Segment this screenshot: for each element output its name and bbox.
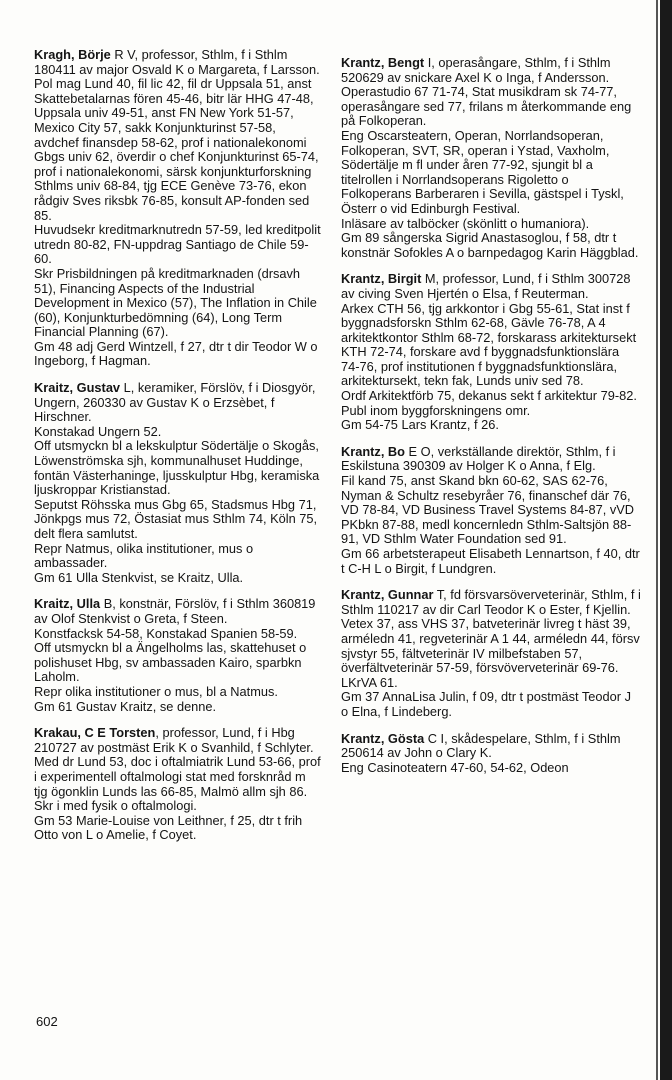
entry-name: Krantz, Birgit: [341, 271, 422, 287]
entry-name: Krantz, Gösta: [341, 730, 425, 746]
entry-paragraph: LKrVA 61.: [341, 674, 398, 690]
right-column: [341, 56, 641, 787]
biography-entry: [341, 56, 641, 260]
entry-header: [34, 48, 322, 77]
entry-intro: M, professor, Lund, f i Sthlm 300728 av civing Sven Hjertén o Elsa, f Reuterman.: [341, 271, 631, 301]
biography-entry: [341, 445, 641, 576]
entry-paragraph: Seputst Röhsska mus Gbg 65, Stadsmus Hbg 71, Jönkpgs mus 72, Östasiat mus Sthlm 74, Köln 75, delt flera samlutst.: [34, 496, 318, 541]
entry-paragraph: Ordf Arkitektförb 75, dekanus sekt f arkitektur 79-82.: [341, 388, 637, 404]
entry-name: Krantz, Bengt: [341, 55, 425, 70]
entry-name: Kraitz, Gustav: [34, 380, 121, 396]
entry-paragraph: Repr Natmus, olika institutioner, mus o ambassader.: [34, 540, 254, 571]
entry-paragraph: Gm 37 AnnaLisa Julin, f 09, dtr t postmäst Teodor J o Elna, f Lindeberg.: [341, 689, 631, 719]
entry-paragraph: Skr i med fysik o oftalmologi.: [34, 798, 197, 814]
entry-paragraph: Gm 61 Gustav Kraitz, se denne.: [34, 698, 217, 714]
left-column: [34, 48, 322, 855]
entry-paragraph: Konstakad Ungern 52.: [34, 423, 162, 439]
entry-intro: L, keramiker, Förslöv, f i Diosgyör, Ungern, 260330 av Gustav K o Erzsèbet, f Hirschner.: [34, 380, 316, 425]
entry-paragraph: Gm 48 adj Gerd Wintzell, f 27, dtr t dir Teodor W o Ingeborg, f Hagman.: [34, 338, 318, 369]
biography-entry: [341, 732, 641, 776]
entry-paragraph: Gm 53 Marie-Louise von Leithner, f 25, dtr t frih Otto von L o Amelie, f Coyet.: [34, 812, 303, 843]
entry-paragraph: Gm 66 arbetsterapeut Elisabeth Lennartson, f 40, dtr t C-H L o Birgit, f Lundgren.: [341, 546, 640, 576]
entry-header: [34, 381, 322, 425]
entry-header: [341, 272, 641, 301]
entry-paragraph: Off utsmyckn bl a Ängelholms las, skattehuset o polishuset Hbg, sv ambassaden Kairo, sparbkn Laholm.: [34, 640, 307, 685]
biography-entry: [34, 381, 322, 585]
entry-paragraph: Operastudio 67 71-74, Stat musikdram sk 74-77, operasångare sed 77, frilans m återkommande eng på Folkoperan.: [341, 84, 632, 129]
entry-paragraph: Gm 54-75 Lars Krantz, f 26.: [341, 417, 499, 433]
entry-paragraph: Pol mag Lund 40, fil lic 42, fil dr Uppsala 51, anst Skattebetalarnas fören 45-46, bitr lär HHG 47-48, Uppsala univ 49-51, anst FN New York 51-57, Mexico City 57, sakk Konjunkturinst 57-58, avdchef finansdep 58-62, prof i nationalekonomi Gbgs univ 62, överdir o chef Konjunkturinst 65-74, prof i nationalekonomi, särsk konjunkturforskning Sthlms univ 68-84, tjg ECE Genève 73-76, ekon rådgiv Sves riksbk 76-85, konsult AP-fonden sed 85.: [34, 76, 319, 223]
entry-paragraph: Off utsmyckn bl a lekskulptur Södertälje o Skogås, Löwenströmska sjh, kommunalhuset Huddinge, fontän Västerhaninge, ljusskulptur Hbg, keramiska ljuskroppar Kristianstad.: [34, 438, 320, 498]
entry-header: [341, 56, 641, 85]
entry-header: [34, 597, 322, 626]
entry-paragraph: Publ inom byggforskningens omr.: [341, 402, 531, 418]
entry-paragraph: Vetex 37, ass VHS 37, batveterinär livreg t häst 39, arméledn 41, regveterinär A 1 44, arméledn 44, försv sjvstyr 55, fältveterinär IV milbefstaben 57, överfältveterinär 57-59, försvöverveterinär 69-76.: [341, 616, 640, 676]
entry-intro: , professor, Lund, f i Hbg 210727 av postmäst Erik K o Svanhild, f Schlyter.: [34, 725, 314, 755]
page-number: 602: [36, 1014, 58, 1029]
entry-paragraph: Konstfacksk 54-58, Konstakad Spanien 58-59.: [34, 625, 298, 641]
binding-edge-line: [656, 0, 658, 1080]
biography-entry: [34, 726, 322, 843]
entry-header: [341, 732, 641, 761]
entry-intro: R V, professor, Sthlm, f i Sthlm 180411 av major Osvald K o Margareta, f Larsson.: [34, 47, 320, 77]
entry-intro: T, fd försvarsöverveterinär, Sthlm, f i Sthlm 110217 av dir Carl Teodor K o Ester, f Kjellin.: [341, 587, 641, 617]
binding-edge: [660, 0, 672, 1080]
entry-paragraph: Eng Casinoteatern 47-60, 54-62, Odeon: [341, 759, 569, 775]
entry-paragraph: Repr olika institutioner o mus, bl a Natmus.: [34, 683, 278, 699]
entry-intro: B, konstnär, Förslöv, f i Sthlm 360819 av Olof Stenkvist o Greta, f Steen.: [34, 596, 316, 626]
entry-intro: E O, verkställande direktör, Sthlm, f i Eskilstuna 390309 av Holger K o Anna, f Elg.: [341, 443, 616, 474]
biography-entry: [34, 597, 322, 714]
entry-paragraph: Gm 61 Ulla Stenkvist, se Kraitz, Ulla.: [34, 569, 244, 585]
entry-paragraph: Skr Prisbildningen på kreditmarknaden (drsavh 51), Financing Aspects of the Industrial Development in Mexico (57), The Inflation in Chile (60), Konjunkturbedömning (64), Long Term Financial Planning (67).: [34, 265, 317, 340]
entry-paragraph: Fil kand 75, anst Skand bkn 60-62, SAS 62-76, Nyman & Schultz resebyråer 76, finanschef där 76, VD 78-84, VD Business Travel Systems 84-87, vVD PKbkn 87-88, medl koncernledn Sthlm-Saltsjön 88-91, VD Sthlm Water Foundation sed 91.: [341, 473, 635, 547]
entry-header: [341, 588, 641, 617]
entry-intro: I, operasångare, Sthlm, f i Sthlm 520629 av snickare Axel K o Inga, f Andersson.: [341, 55, 611, 85]
biography-entry: [341, 272, 641, 433]
entry-name: Kragh, Börje: [34, 47, 111, 62]
entry-paragraph: Arkex CTH 56, tjg arkkontor i Gbg 55-61, Stat inst f byggnadsforskn Sthlm 62-68, Gävle 76-78, A 4 arkitektkontor Sthlm 68-72, forskarass arkitektursekt KTH 72-74, forskare avd f byggnadsfunktionslära 74-76, prof institutionen f byggnadsfunktionslära, arkitektursekt, tekn fak, Lunds univ sed 78.: [341, 300, 637, 389]
biography-entry: [341, 588, 641, 719]
entry-name: Kraitz, Ulla: [34, 596, 101, 612]
entry-paragraph: Eng Oscarsteatern, Operan, Norrlandsoperan, Folkoperan, SVT, SR, operan i Ystad, Vaxholm, Södertälje m fl under åren 77-92, sjungit bl a titelrollen i Norrlandsoperans Rigoletto o Folkoperans Barberaren i Sevilla, gästspel i Tyskl, Österr o vid Edinburgh Festival.: [341, 127, 624, 216]
entry-paragraph: Med dr Lund 53, doc i oftalmiatrik Lund 53-66, prof i experimentell oftalmologi stat med forsknråd m tjg ögonklin Lunds las 66-85, Malmö allm sjh 86.: [34, 754, 321, 799]
biography-entry: [34, 48, 322, 369]
entry-paragraph: Huvudsekr kreditmarknutredn 57-59, led kreditpolit utredn 80-82, FN-uppdrag Santiago de Chile 59-60.: [34, 222, 321, 267]
entry-paragraph: Inläsare av talböcker (skönlitt o humaniora).: [341, 215, 590, 231]
entry-intro: C I, skådespelare, Sthlm, f i Sthlm 250614 av John o Clary K.: [341, 730, 621, 761]
entry-paragraph: Gm 89 sångerska Sigrid Anastasoglou, f 58, dtr t konstnär Sofokles A o barnpedagog Karin Häggblad.: [341, 230, 639, 260]
entry-name: Krantz, Bo: [341, 443, 405, 459]
entry-name: Krakau, C E Torsten: [34, 725, 156, 741]
entry-header: [341, 445, 641, 474]
entry-name: Krantz, Gunnar: [341, 587, 434, 603]
entry-header: [34, 726, 322, 755]
